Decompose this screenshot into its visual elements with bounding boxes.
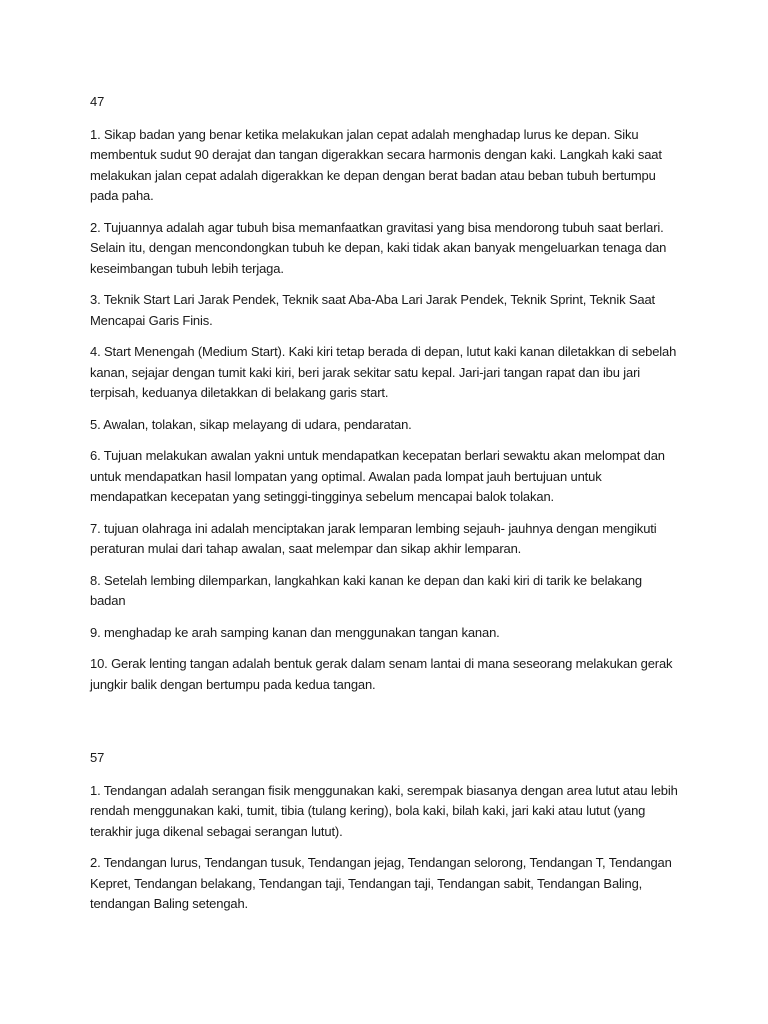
answer-paragraph: 8. Setelah lembing dilemparkan, langkahkan kaki kanan ke depan dan kaki kiri di tarik ke belakang badan — [90, 572, 643, 608]
section-spacer — [90, 706, 680, 748]
section-47 — [90, 92, 680, 695]
answer-paragraph: 5. Awalan, tolakan, sikap melayang di udara, pendaratan. — [90, 416, 412, 432]
answer-paragraph: 4. Start Menengah (Medium Start). Kaki kiri tetap berada di depan, lutut kaki kanan diletakkan di sebelah kanan, sejajar dengan tumit kaki kiri, beri jarak sekitar satu kepal. Jari-jari tangan rapat dan ibu jari terpisah, keduanya diletakkan di belakang garis start. — [90, 344, 677, 400]
answer-paragraph: 2. Tendangan lurus, Tendangan tusuk, Tendangan jejag, Tendangan selorong, Tendangan T, Tendangan Kepret, Tendangan belakang, Tendangan taji, Tendangan taji, Tendangan sabit, Tendangan Baling, tendangan Baling setengah. — [90, 855, 672, 911]
document-body — [90, 92, 680, 926]
answer-paragraph: 3. Teknik Start Lari Jarak Pendek, Teknik saat Aba-Aba Lari Jarak Pendek, Teknik Sprint, Teknik Saat Mencapai Garis Finis. — [90, 292, 656, 328]
section-57 — [90, 748, 680, 915]
answer-paragraph: 10. Gerak lenting tangan adalah bentuk gerak dalam senam lantai di mana seseorang melakukan gerak jungkir balik dengan bertumpu pada kedua tangan. — [90, 656, 673, 692]
section-number: 57 — [90, 750, 105, 765]
answer-paragraph: 2. Tujuannya adalah agar tubuh bisa memanfaatkan gravitasi yang bisa mendorong tubuh saat berlari. Selain itu, dengan mencondongkan tubuh ke depan, kaki tidak akan banyak mengeluarkan tenaga dan keseimbangan tubuh lebih terjaga. — [90, 219, 667, 276]
section-number: 47 — [90, 94, 105, 109]
answer-paragraph: 6. Tujuan melakukan awalan yakni untuk mendapatkan kecepatan berlari sewaktu akan melompat dan untuk mendapatkan hasil lompatan yang optimal. Awalan pada lompat jauh bertujuan untuk mendapatkan kecepatan yang setinggi-tingginya sebelum mencapai balok tolakan. — [90, 448, 665, 504]
answer-paragraph: 1. Sikap badan yang benar ketika melakukan jalan cepat adalah menghadap lurus ke depan. Siku membentuk sudut 90 derajat dan tangan digerakkan secara harmonis dengan kaki. Langkah kaki saat melakukan jalan cepat adalah digerakkan ke depan dengan berat badan atau beban tubuh bertumpu pada paha. — [90, 126, 662, 203]
answer-paragraph: 9. menghadap ke arah samping kanan dan menggunakan tangan kanan. — [90, 624, 500, 640]
answer-paragraph: 1. Tendangan adalah serangan fisik menggunakan kaki, serempak biasanya dengan area lutut atau lebih rendah menggunakan kaki, tumit, tibia (tulang kering), bola kaki, bilah kaki, jari kaki atau lutut (yang terakhir juga dikenal sebagai serangan lutut). — [90, 782, 678, 839]
answer-paragraph: 7. tujuan olahraga ini adalah menciptakan jarak lemparan lembing sejauh- jauhnya dengan mengikuti peraturan mulai dari tahap awalan, saat melempar dan sikap akhir lemparan. — [90, 520, 657, 556]
